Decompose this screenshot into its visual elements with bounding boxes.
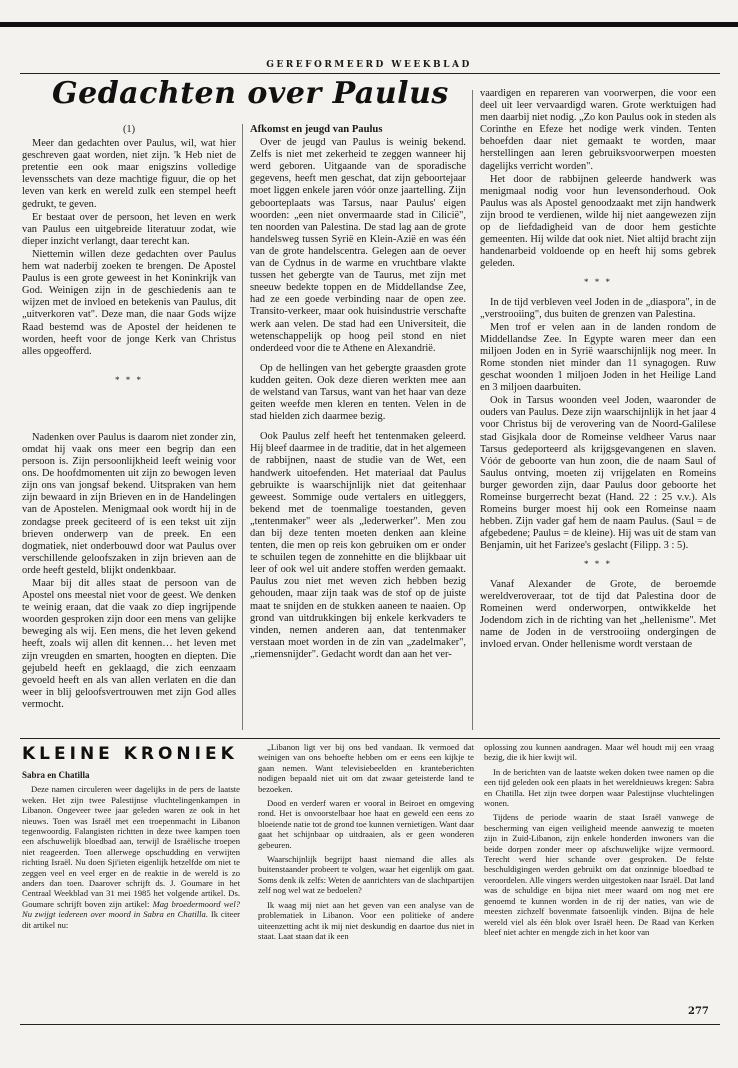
column-divider [472,90,473,730]
paragraph: Niettemin willen deze gedachten over Paulus hem wat naderbij zoeken te brengen. De Apostel Paulus is een grote geweest in het Koninkrijk van God. Weinigen zijn in de geschiedenis aan te wijzen met de invloed en betekenis van Paulus, dit „uitverkoren vat". Deze man, die naar Gods wijze Raad bestemd was de Apostel der heidenen te worden, heeft voor de jonge Kerk van Christus alles opgeofferd. [22,248,236,357]
part-number: (1) [122,124,136,135]
article-column-3 [480,88,716,651]
kroniek-subheading: Sabra en Chatilla [22,770,90,780]
paragraph: Deze namen circuleren weer dagelijks in de pers de laatste weken. Het zijn twee Palestijnse vluchtelingenkampen in Libanon. Ongeveer twee jaar geleden waren ze ook in het nieuws. Toen was Israël met een troepenmacht in Libanon tegenwoordig. Falangisten richtten in deze twee kampen toen een afschuwelijk bloedbad aan, terwijl de Israëlische troepen niet reageerden. Toen allerwege opschudding en verwijten richting Israël. Nu doen Sji'ieten eigenlijk hetzelfde om niet te zeggen veel en veel erger en de reaktie in de wereld is zo anders dan toen. Daarover schrijft ds. J. Goumare in het Centraal Weekblad van 31 mei 1985 het volgende artikel. Ds. Goumare schrijft boven zijn artikel: Mag broedermoord wel? Nu zwijgt iedereen over moord in Sabra en Chatilla. Ik citeer dit artikel nu: [22,784,241,930]
article-title: Gedachten over Paulus [52,76,449,111]
paragraph: Men trof er velen aan in de landen rondom de Middellandse Zee. In Egypte waren meer dan een miljoen Joden en in Syrië waarschijnlijk nog meer. In Rome stonden niet minder dan 11 synagogen. Ruw geschat woonden 1 miljoen Joden in het Heilige Land en 3 miljoen daarbuiten. [480,321,716,394]
kroniek-column-3 [484,742,714,937]
running-header: GEREFORMEERD WEEKBLAD [266,60,472,70]
paragraph: vaardigen en repareren van voorwerpen, die voor een deel uit leer vervaardigd waren. Grote werktuigen had men daarbij niet nodig. „Zo kon Paulus ook in steden als Corinthe en Efeze het nodige werk vinden. Tenten behoefden daar niet gemaakt te worden, maar herstellingen aan leren gebruiksvoorwerpen moesten dagelijks verricht worden". [480,88,716,172]
paragraph: Dood en verderf waren er vooral in Beiroet en omgeving rond. Het is onvoorstelbaar hoe haat en geweld een eens zo bloeiende natie tot de grond toe kunnen vernietigen. Want daar gaat het schijnbaar op uitdraaien, als er geen wonderen gebeuren. [258,798,474,850]
paragraph: Vanaf Alexander de Grote, de beroemde wereldveroveraar, tot de tijd dat Palestina door de Romeinen werd onderworpen, ontwikkelde het Jodendom zich in de richting van het „hellenisme". Met name de Joden in de verstrooiing ondergingen de invloed ervan. Onder hellenisme wordt verstaan de [480,578,716,651]
header-rule [20,73,720,74]
paragraph: In de tijd verbleven veel Joden in de „diaspora", in de „verstrooiing", dus buiten de grenzen van Palestina. [480,296,716,320]
kroniek-column-2 [258,742,474,941]
footer-rule [20,1024,720,1025]
quote: Mag broedermoord wel? Nu zwijgt iedereen over moord in Sabra en Chatilla. [22,898,241,920]
top-rule [0,22,738,27]
paragraph: Er bestaat over de persoon, het leven en werk van Paulus een uitgebreide literatuur zodat, wie dieper inzicht verlangt, daar terecht kan. [22,211,236,247]
paragraph: Ook in Tarsus woonden veel Joden, waaronder de ouders van Paulus. Deze zijn waarschijnlijk in het jaar 4 voor Christus bij de verovering van de Noord-Galilese stad Gisjkala door de Romeinse veldheer Varus naar Tarsus gedeporteerd als krijgsgevangenen en slaven. Vóór de geboorte van hun zoon, die de naam Saul of Saulus ontving, moeten zij vrijgelaten en Romeins burger geworden zijn, daar Paulus door geboorte het Romeinse burgerrecht bezat (Hand. 22 : 25 v.v.). Als Romeins burger moest hij ook een Romeinse naam hebben. Zijn vader gaf hem de naam Paulus. (Saul = de afgebedene; Paulus = de kleine). Hij was uit de stam van Benjamin, uit het Farizee's geslacht (Filipp. 3 : 5). [480,395,716,552]
kroniek-column-1 [22,768,240,930]
paragraph: In de berichten van de laatste weken doken twee namen op die een tijd geleden ook een plaats in het wereldnieuws kregen: Sabra en Chatilla. Het zijn twee dorpen waar Palestijnse vluchtelingen wonen. [484,766,714,809]
section-divider: * * * [584,277,612,288]
paragraph: Over de jeugd van Paulus is weinig bekend. Zelfs is niet met zekerheid te zeggen wanneer hij werd geboren. Uitgaande van de sporadische gegevens, heeft men geschat, dat zijn geboortejaar moet liggen enkele jaren vóór onze jaartelling. Zijn geboorteplaats was Tarsus, naar Paulus' eigen woorden: „een niet onvermaarde stad in Cilicië", ten noorden van Palestina. De stad lag aan de grote handelsweg tussen Syrië en Klein-Azië en was één van de grote handelscentra. Gelegen aan de oever van de Cydnus in de warme en vruchtbare vlakte tussen het gebergte van de Taurus, met zijn met sneeuw bedekte toppen en de Middellandse Zee, had ze een goede verbinding naar de open zee. Transito-verkeer, maar ook huisindustrie verschafte werk aan velen. De stad had een Universiteit, die wetenschappelijk op hoog peil stond en niet onderdeed voor die te Athene en Alexandrië. [250,137,466,354]
paragraph: Ook Paulus zelf heeft het tentenmaken geleerd. Hij bleef daarmee in de traditie, dat in het algemeen de rabbijnen, naast de studie van de Wet, een handwerk uitoefenden. Het materiaal dat Paulus gebruikte is waarschijnlijk niet dat geitenhaar geweest. Sommige oude vertalers en uitleggers, bekend met de toenmalige toestanden, geven „tentenmaker" weer als „lederwerker". Men zou dan bij deze tenten moeten denken aan kleine tenten, die men op reis kon gebruiken om er onder te schuilen tegen de zonnehitte en die blijkbaar uit leer of ook wel uit andere stoffen werden gemaakt. Paulus zou niet met weven zich hebben bezig gehouden, maar zijn taak was de stof op de juiste maat te snijden en de stukken aaneen te naaien. Op grond van uitdrukkingen bij enkele kerkvaders te vinden, nemen anderen aan, dat tentenmaker verstaan moet worden in de zin van „zadelmaker", „riemensnijder". Gedacht wordt dan aan het ver- [250,431,466,660]
section-divider: * * * [584,559,612,570]
paragraph: Op de hellingen van het gebergte graasden grote kudden geiten. Ook deze dieren werkten mee aan de welstand van Tarsus, want van het haar van deze geiten weefde men kleren en tenten. Velen in de stad hielden zich daarmee bezig. [250,362,466,423]
paragraph: Maar bij dit alles staat de persoon van de Apostel ons meestal niet voor de geest. We denken te weinig eraan, dat die vaak zo diep ingrijpende woorden gesproken zijn door een mens van gelijke beweging als wij. Een mens, die het leven gekend heeft, zoals wij allen dit kennen… het leven met zijn vreugden en smarten, hoogten en diepten. Die gejubeld heeft en geklaagd, die zich eenzaam gevoeld heeft en als van allen verlaten en die dan weer in blij geloofsvertrouwen met zijn God alles vermocht. [22,578,236,710]
article-column-2 [250,124,466,661]
column-divider [242,124,243,730]
paragraph: Ik waag mij niet aan het geven van een analyse van de problematiek in Libanon. Voor een politieke of andere uiteenzetting acht ik mij niet deskundig en daartoe dus niet in staat. Laat staan dat ik een [258,899,474,941]
page-number: 277 [688,1006,709,1017]
section-divider: * * * [115,374,143,385]
section-heading: Afkomst en jeugd van Paulus [250,124,383,135]
section-rule [20,738,720,739]
paragraph: „Libanon ligt ver bij ons bed vandaan. Ik vermoed dat weinigen van ons behoefte hebben om er eens een kijkje te gaan nemen. Want televisiebeelden en kranteberichten nodigen bepaald niet uit om dat zwaar geteisterde land te bezoeken. [258,742,474,794]
paragraph: oplossing zou kunnen aandragen. Maar wél houdt mij een vraag bezig, die ik hier kwijt wil. [484,742,714,763]
paragraph: Tijdens de periode waarin de staat Israël vanwege de bescherming van eigen veiligheid meende aanwezig te moeten zijn in Zuid-Libanon, zijn enkele honderden inwoners van die beide dorpen zonder meer op afschuwelijke wijze vermoord. Terecht werd hier schande over gesproken. De felste beschuldigingen werden gebruikt om dat onzinnige bloedbad te veroordelen. Alle vingers werden uitgestoken naar Israël. Dat land was de schuldige en bijna niet meer waard om nog met ere genoemd te kunnen worden in de rij der naties, van wie de meesten zichzelf bovenmate fatsoenlijk vinden. Bijna de hele wereld viel als één blok over Israël heen. De Raad van Kerken bleef niet achter en mengde zich in het koor van [484,812,714,937]
kroniek-heading: KLEINE KRONIEK [22,744,238,764]
article-column-1 [22,124,236,711]
paragraph: Het door de rabbijnen geleerde handwerk was menigmaal nodig voor hun levensonderhoud. Ook Paulus was als Apostel genoodzaakt met zijn handwerk zijn brood te verdienen, wilde hij niet aangewezen zijn op de liefdadigheid van de door hem gestichte gemeenten. Hij wilde dat ook niet. Niet altijd bracht zijn handenarbeid voldoende op en heeft hij soms gebrek geleden. [480,173,716,270]
paragraph: Meer dan gedachten over Paulus, wil, wat hier geschreven gaat worden, niet zijn. 'k Heb niet de pretentie een ook maar enigszins volledige levensschets van deze machtige figuur, die op het leven van kerk en wereld zulk een stempel heeft gedrukt, te geven. [22,138,236,210]
paragraph: Waarschijnlijk begrijpt haast niemand die alles als buitenstaander probeert te volgen, waar het eigenlijk om gaat. Soms denk ik zelfs: Weten de aanrichters van de slachtpartijen zelf nog wel wat ze bedoelen? [258,854,474,896]
paragraph: Nadenken over Paulus is daarom niet zonder zin, omdat hij vaak ons meer een begrip dan een persoon is. Zijn persoonlijkheid leeft weinig voor ons. De hoofdmomenten uit zijn zo bewogen leven zijn ons van jongsaf bekend. Uitspraken van hem zijn bewaard in zijn Brieven en in de Handelingen van de Apostelen. Menigmaal ook wordt hij in de zondagse preek geciteerd of is een tekst uit zijn brieven onderwerp van de preek. En een dogmatiek, niet onderbouwd door wat Paulus over verschillende geloofszaken in zijn brieven aan de orde heeft gesteld, blijkt ondenkbaar. [22,431,236,576]
